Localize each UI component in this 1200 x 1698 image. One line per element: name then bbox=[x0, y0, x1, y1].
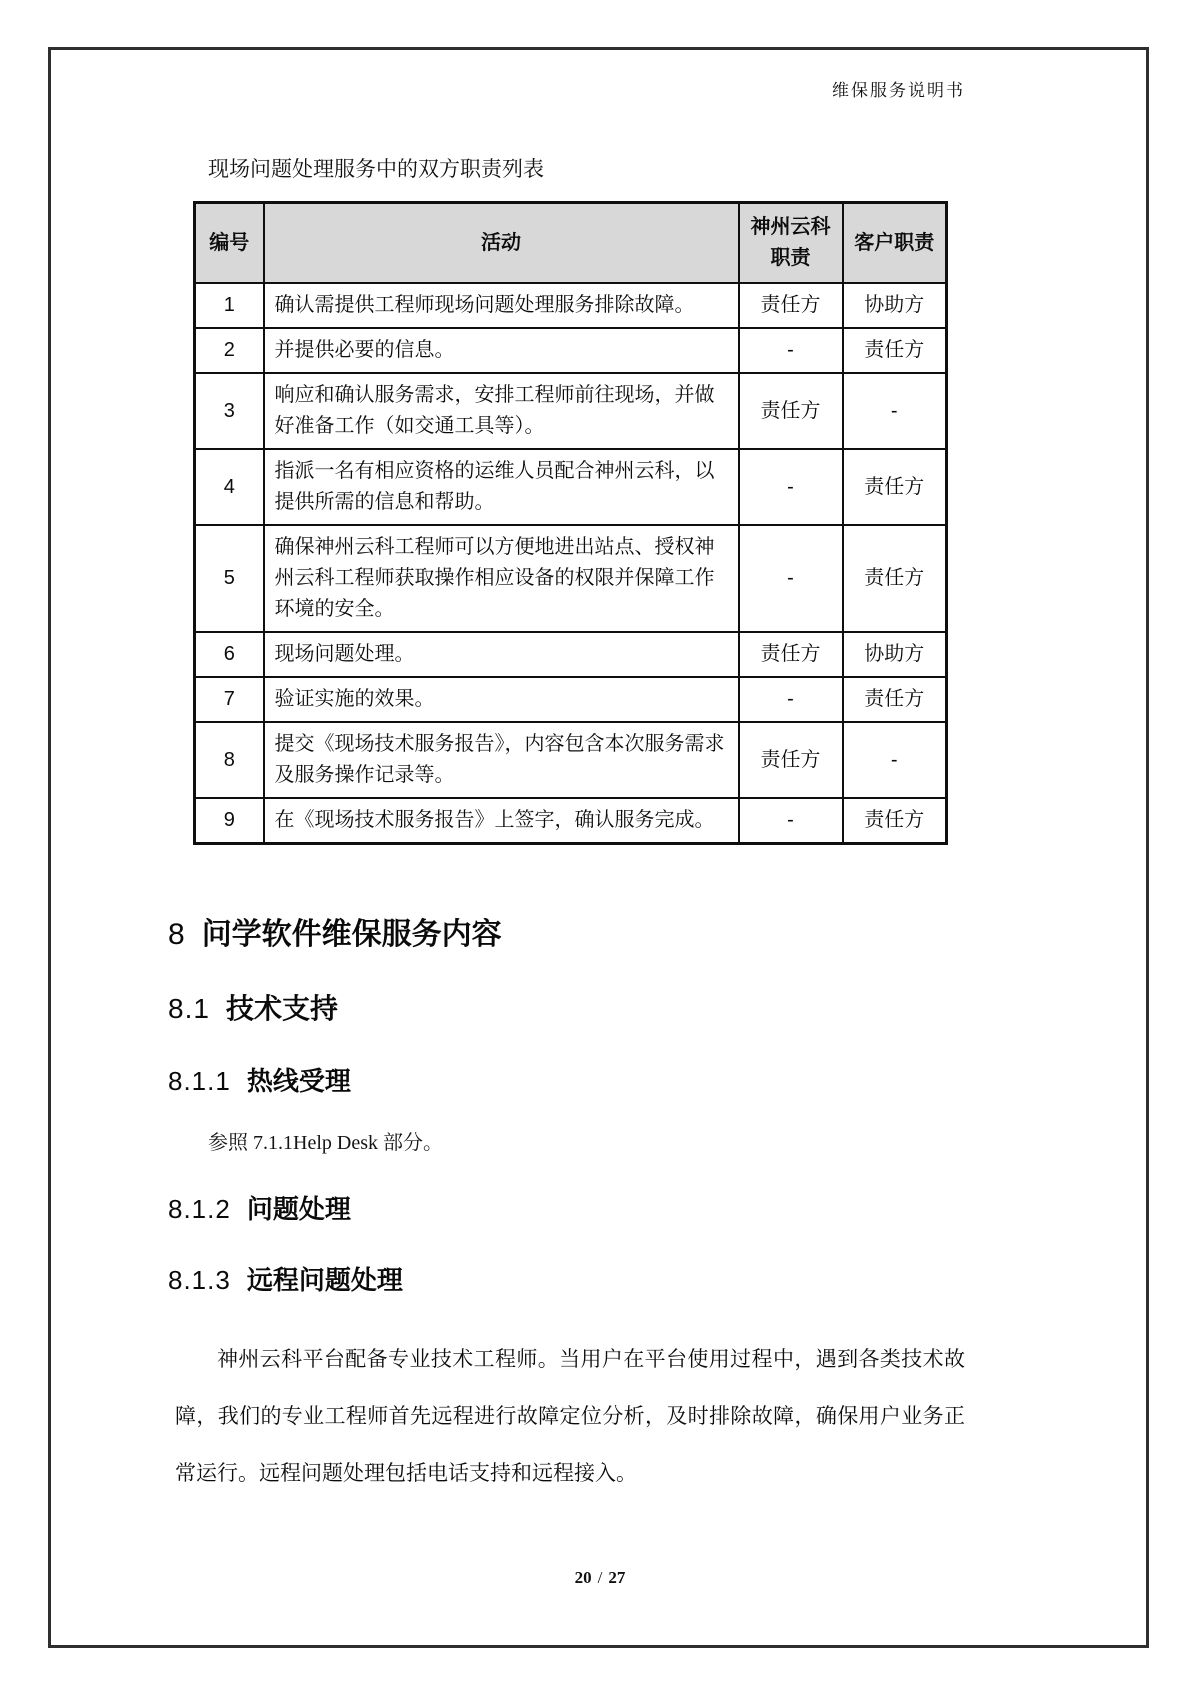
cell-vendor-role: - bbox=[739, 449, 843, 525]
reference-paragraph: 参照 7.1.1Help Desk 部分。 bbox=[208, 1132, 443, 1154]
section-title: 技术支持 bbox=[225, 993, 338, 1024]
section-number: 8.1.2 bbox=[168, 1194, 231, 1224]
cell-number: 6 bbox=[195, 632, 264, 677]
cell-number: 8 bbox=[195, 722, 264, 798]
section-title: 问学软件维保服务内容 bbox=[201, 918, 502, 951]
section-heading-8-1-2 bbox=[168, 1189, 965, 1226]
cell-customer-role: - bbox=[843, 722, 947, 798]
section-title: 远程问题处理 bbox=[246, 1265, 403, 1295]
section-title: 热线受理 bbox=[246, 1066, 351, 1096]
cell-vendor-role: 责任方 bbox=[739, 722, 843, 798]
page-number-separator: / bbox=[597, 1568, 603, 1587]
table-row bbox=[195, 449, 947, 525]
total-page-number: 27 bbox=[608, 1568, 626, 1587]
cell-customer-role: - bbox=[843, 373, 947, 449]
cell-number: 1 bbox=[195, 283, 264, 328]
table-row bbox=[195, 677, 947, 722]
table-row bbox=[195, 722, 947, 798]
section-title: 问题处理 bbox=[246, 1194, 351, 1224]
cell-vendor-role: 责任方 bbox=[739, 283, 843, 328]
current-page-number: 20 bbox=[574, 1568, 592, 1587]
cell-vendor-role: - bbox=[739, 328, 843, 373]
cell-vendor-role: - bbox=[739, 798, 843, 844]
table-caption: 现场问题处理服务中的双方职责列表 bbox=[208, 158, 544, 181]
section-number: 8.1.1 bbox=[168, 1066, 231, 1096]
table-row bbox=[195, 525, 947, 632]
cell-number: 9 bbox=[195, 798, 264, 844]
cell-number: 7 bbox=[195, 677, 264, 722]
header-title: 维保服务说明书 bbox=[832, 81, 965, 100]
cell-vendor-role: 责任方 bbox=[739, 373, 843, 449]
cell-activity: 验证实施的效果。 bbox=[264, 677, 739, 722]
cell-activity: 确认需提供工程师现场问题处理服务排除故障。 bbox=[264, 283, 739, 328]
cell-vendor-role: 责任方 bbox=[739, 632, 843, 677]
section-number: 8.1 bbox=[168, 993, 210, 1024]
cell-activity: 指派一名有相应资格的运维人员配合神州云科，以提供所需的信息和帮助。 bbox=[264, 449, 739, 525]
section-heading-8-1 bbox=[168, 987, 965, 1027]
cell-number: 3 bbox=[195, 373, 264, 449]
table-row bbox=[195, 798, 947, 844]
table-row bbox=[195, 373, 947, 449]
table-row bbox=[195, 283, 947, 328]
cell-customer-role: 责任方 bbox=[843, 798, 947, 844]
cell-customer-role: 责任方 bbox=[843, 449, 947, 525]
section-number: 8 bbox=[168, 918, 186, 951]
header-cell-vendor-role: 神州云科职责 bbox=[739, 203, 843, 284]
document-header bbox=[168, 76, 965, 101]
cell-activity: 并提供必要的信息。 bbox=[264, 328, 739, 373]
cell-number: 4 bbox=[195, 449, 264, 525]
cell-number: 2 bbox=[195, 328, 264, 373]
section-heading-8 bbox=[168, 909, 965, 953]
cell-customer-role: 责任方 bbox=[843, 525, 947, 632]
cell-vendor-role: - bbox=[739, 525, 843, 632]
section-number: 8.1.3 bbox=[168, 1265, 231, 1295]
cell-customer-role: 协助方 bbox=[843, 632, 947, 677]
body-paragraph: 神州云科平台配备专业技术工程师。当用户在平台使用过程中，遇到各类技术故障，我们的专业工程师首先远程进行故障定位分析，及时排除故障，确保用户业务正常运行。远程问题处理包括电话支持和远程接入。 bbox=[175, 1348, 965, 1486]
cell-number: 5 bbox=[195, 525, 264, 632]
page-content bbox=[168, 76, 965, 1502]
page-footer bbox=[0, 1568, 1200, 1588]
cell-activity: 现场问题处理。 bbox=[264, 632, 739, 677]
header-cell-number: 编号 bbox=[195, 203, 264, 284]
cell-activity: 确保神州云科工程师可以方便地进出站点、授权神州云科工程师获取操作相应设备的权限并保障工作环境的安全。 bbox=[264, 525, 739, 632]
cell-customer-role: 责任方 bbox=[843, 328, 947, 373]
table-row bbox=[195, 632, 947, 677]
cell-activity: 响应和确认服务需求，安排工程师前往现场，并做好准备工作（如交通工具等）。 bbox=[264, 373, 739, 449]
cell-activity: 提交《现场技术服务报告》，内容包含本次服务需求及服务操作记录等。 bbox=[264, 722, 739, 798]
cell-customer-role: 协助方 bbox=[843, 283, 947, 328]
header-cell-customer-role: 客户职责 bbox=[843, 203, 947, 284]
section-heading-8-1-1 bbox=[168, 1061, 965, 1098]
section-heading-8-1-3 bbox=[168, 1260, 965, 1297]
cell-vendor-role: - bbox=[739, 677, 843, 722]
responsibility-table bbox=[193, 201, 948, 845]
cell-activity: 在《现场技术服务报告》上签字，确认服务完成。 bbox=[264, 798, 739, 844]
header-cell-activity: 活动 bbox=[264, 203, 739, 284]
cell-customer-role: 责任方 bbox=[843, 677, 947, 722]
table-header-row bbox=[195, 203, 947, 284]
table-row bbox=[195, 328, 947, 373]
